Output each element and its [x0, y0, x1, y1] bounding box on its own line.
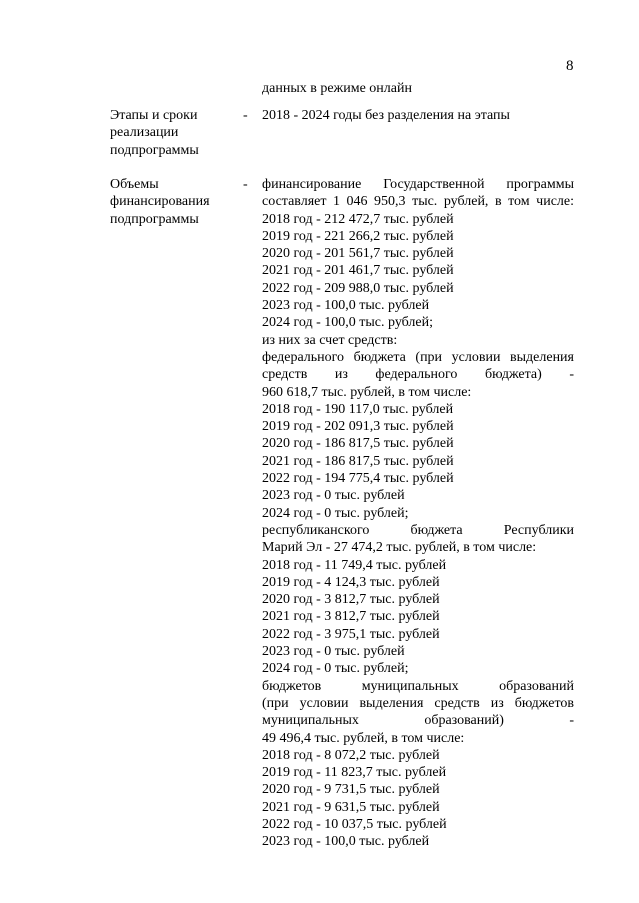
page-number: 8	[566, 58, 574, 74]
label-line: финансирования	[110, 194, 210, 210]
value-line: 2024 год - 100,0 тыс. рублей;	[262, 315, 434, 331]
label-line: Объемы	[110, 177, 159, 192]
value-line: 2023 год - 0 тыс. рублей	[262, 488, 405, 504]
value-line: 2018 год - 8 072,2 тыс. рублей	[262, 747, 440, 763]
value-line: 2019 год - 4 124,3 тыс. рублей	[262, 574, 440, 590]
row-label-funding	[110, 176, 230, 228]
value-line: 2023 год - 100,0 тыс. рублей	[262, 298, 430, 314]
value-line: республиканского бюджета Республики	[262, 522, 574, 538]
row-value-stages	[262, 107, 574, 124]
value-line: 2019 год - 202 091,3 тыс. рублей	[262, 419, 454, 435]
row-label-stages	[110, 107, 230, 159]
value-line: финансирование Государственной программы	[262, 177, 574, 192]
label-line: подпрограммы	[110, 142, 199, 158]
value-line: 2022 год - 10 037,5 тыс. рублей	[262, 816, 447, 832]
value-line: 2020 год - 186 817,5 тыс. рублей	[262, 436, 454, 452]
value-line: 2019 год - 11 823,7 тыс. рублей	[262, 765, 447, 781]
value-line: бюджетов муниципальных образований	[262, 678, 574, 694]
value-line: 2021 год - 3 812,7 тыс. рублей	[262, 609, 440, 625]
value-line: 2021 год - 201 461,7 тыс. рублей	[262, 263, 454, 279]
value-line: средств из федерального бюджета) -	[262, 367, 574, 383]
label-line: подпрограммы	[110, 211, 199, 227]
value-line: 2020 год - 3 812,7 тыс. рублей	[262, 592, 440, 608]
value-line: муниципальных образований) -	[262, 713, 574, 729]
value-line: 2022 год - 209 988,0 тыс. рублей	[262, 280, 454, 296]
value-line: составляет 1 046 950,3 тыс. рублей, в том числе:	[262, 194, 574, 210]
row-value-funding	[262, 176, 574, 851]
value-line: (при условии выделения средств из бюджетов	[262, 695, 574, 711]
value-line: 2019 год - 221 266,2 тыс. рублей	[262, 228, 454, 244]
value-line: 960 618,7 тыс. рублей, в том числе:	[262, 384, 472, 400]
value-line: 2020 год - 9 731,5 тыс. рублей	[262, 782, 440, 798]
value-line: 2018 год - 190 117,0 тыс. рублей	[262, 401, 454, 417]
value-line: 2018 - 2024 годы без разделения на этапы	[262, 108, 510, 123]
value-line: 2022 год - 3 975,1 тыс. рублей	[262, 626, 440, 642]
label-line: Этапы и сроки	[110, 108, 198, 123]
top-continuation-text: данных в режиме онлайн	[262, 81, 412, 96]
row-dash: -	[243, 177, 248, 192]
value-line: 2021 год - 186 817,5 тыс. рублей	[262, 453, 454, 469]
value-line: 2020 год - 201 561,7 тыс. рублей	[262, 246, 454, 262]
value-line: 2023 год - 0 тыс. рублей	[262, 644, 405, 660]
row-dash: -	[243, 108, 248, 123]
value-line: 49 496,4 тыс. рублей, в том числе:	[262, 730, 465, 746]
value-line: 2018 год - 212 472,7 тыс. рублей	[262, 211, 454, 227]
value-line: Марий Эл - 27 474,2 тыс. рублей, в том числе:	[262, 540, 537, 556]
value-line: 2018 год - 11 749,4 тыс. рублей	[262, 557, 447, 573]
value-line: 2024 год - 0 тыс. рублей;	[262, 661, 409, 677]
value-line: 2023 год - 100,0 тыс. рублей	[262, 834, 430, 850]
label-line: реализации	[110, 125, 179, 141]
value-line: из них за счет средств:	[262, 332, 398, 348]
value-line: 2021 год - 9 631,5 тыс. рублей	[262, 799, 440, 815]
value-line: федерального бюджета (при условии выделения	[262, 349, 574, 365]
value-line: 2022 год - 194 775,4 тыс. рублей	[262, 471, 454, 487]
value-line: 2024 год - 0 тыс. рублей;	[262, 505, 409, 521]
